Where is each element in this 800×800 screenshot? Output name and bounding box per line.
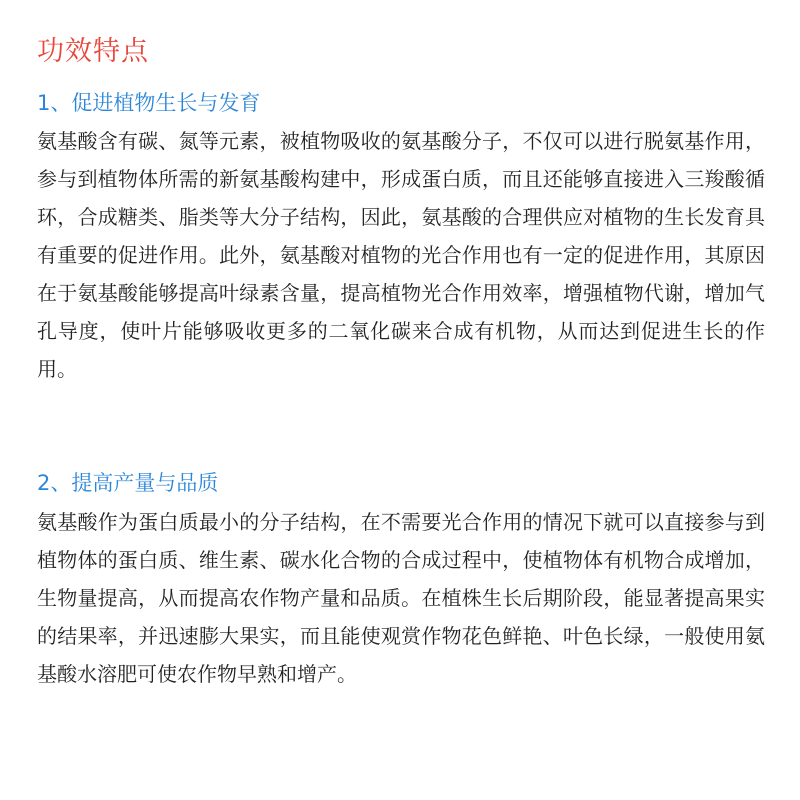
- section-heading-yield-quality: 2、提高产量与品质: [37, 471, 219, 495]
- section-body-growth: 氨基酸含有碳、氮等元素，被植物吸收的氨基酸分子，不仅可以进行脱氨基作用，参与到植物体所需的新氨基酸构建中，形成蛋白质，而且还能够直接进入三羧酸循环，合成糖类、脂类等大分子结构，因此，氨基酸的合理供应对植物的生长发育具有重要的促进作用。此外，氨基酸对植物的光合作用也有一定的促进作用，其原因在于氨基酸能够提高叶绿素含量，提高植物光合作用效率，增强植物代谢，增加气孔导度，使叶片能够吸收更多的二氧化碳来合成有机物，从而达到促进生长的作用。: [37, 129, 765, 381]
- section-body-yield-quality: 氨基酸作为蛋白质最小的分子结构，在不需要光合作用的情况下就可以直接参与到植物体的蛋白质、维生素、碳水化合物的合成过程中，使植物体有机物合成增加，生物量提高，从而提高农作物产量和品质。在植株生长后期阶段，能显著提高果实的结果率，并迅速膨大果实，而且能使观赏作物花色鲜艳、叶色长绿，一般使用氨基酸水溶肥可使农作物早熟和增产。: [37, 510, 765, 686]
- section-heading-growth: 1、促进植物生长与发育: [37, 91, 261, 115]
- page-title: 功效特点: [37, 36, 149, 67]
